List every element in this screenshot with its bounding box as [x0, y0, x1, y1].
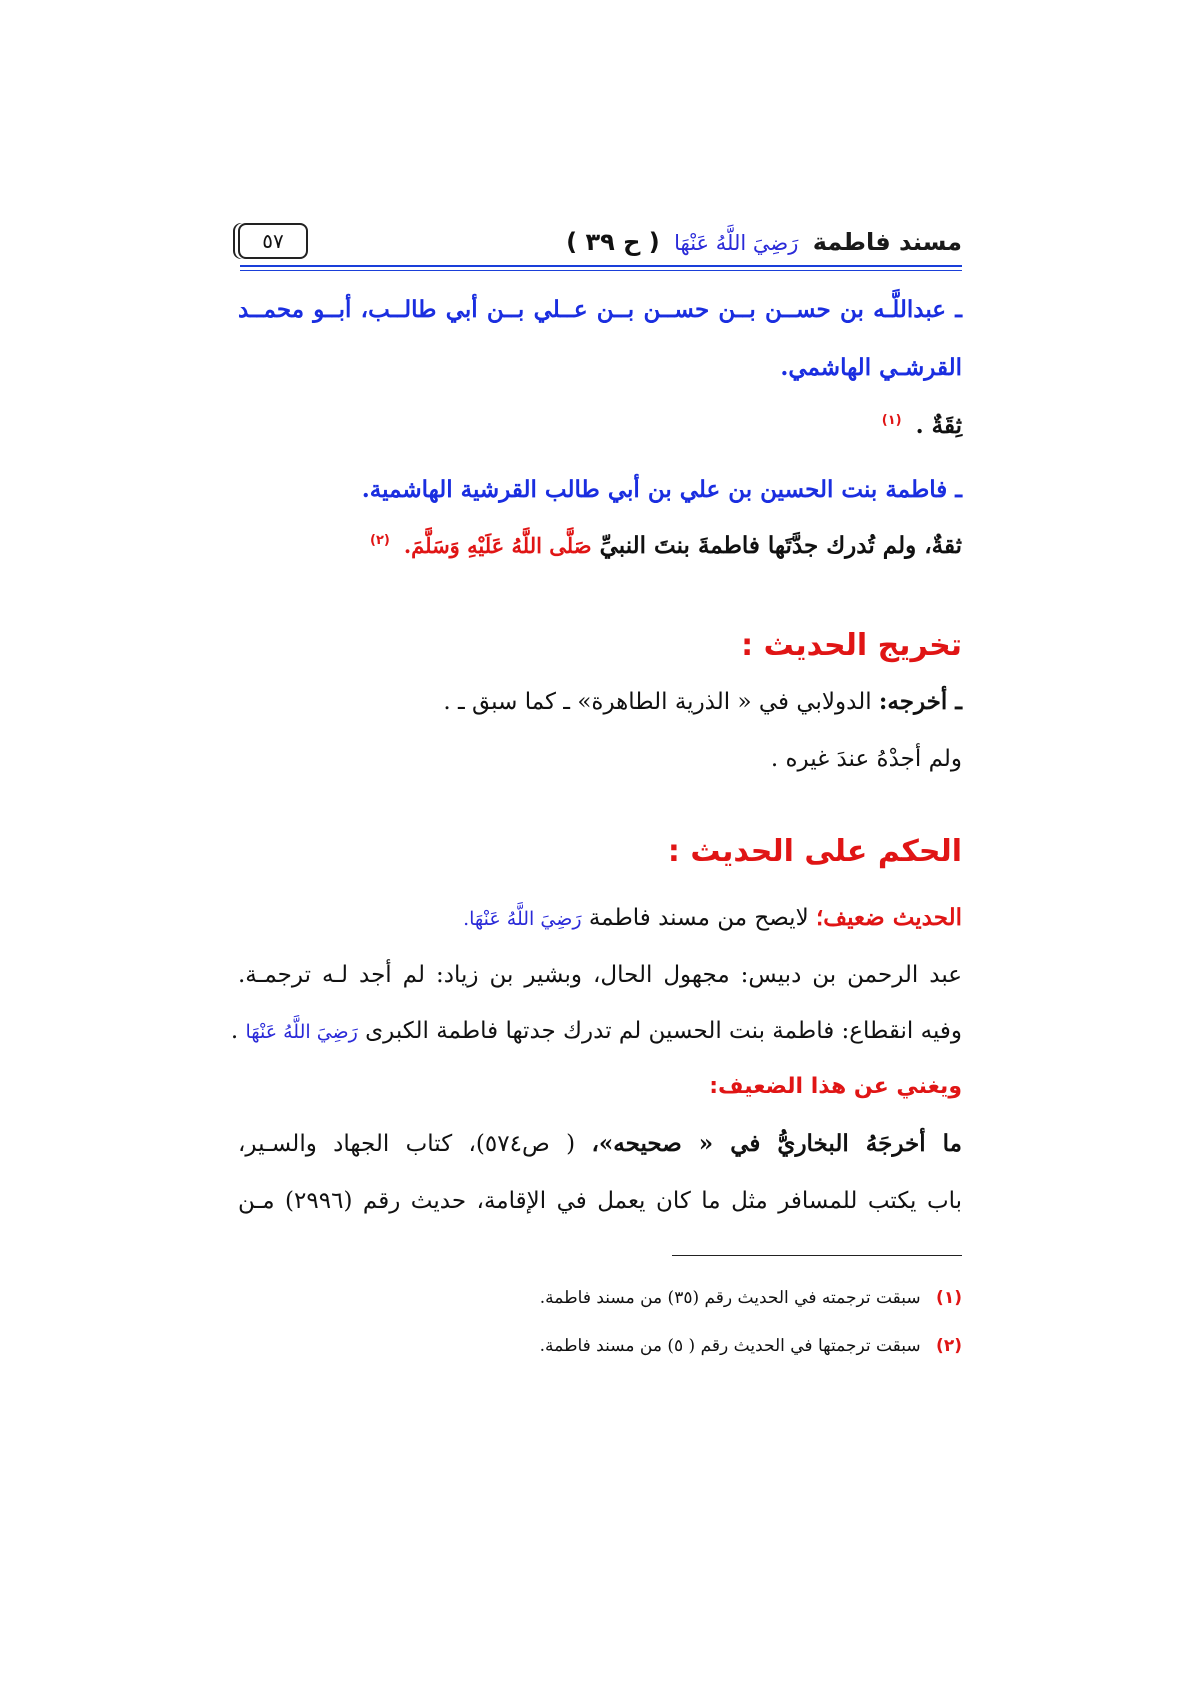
narrator1-grade-line: [876, 412, 962, 439]
header-honorific: رَضِيَ اللَّهُ عَنْهَا: [674, 231, 799, 255]
header-title: [566, 228, 962, 256]
hukm-honorific: رَضِيَ اللَّهُ عَنْهَا.: [463, 908, 582, 930]
page-number: ٥٧: [262, 229, 284, 253]
hukm-line5: باب يكتب للمسافر مثل ما كان يعمل في الإقامة، حديث رقم (٢٩٩٦) مـن: [238, 1188, 963, 1214]
hukm-subheading: ويغني عن هذا الضعيف:: [709, 1074, 962, 1099]
footnote-ref-2: (٢): [369, 533, 390, 549]
footnote-2-num: (٢): [936, 1336, 962, 1356]
footnote-1-text: سبقت ترجمته في الحديث رقم (٣٥) من مسند فاطمة.: [539, 1288, 921, 1308]
salawat: صَلَّى اللَّهُ عَلَيْهِ وَسَلَّمَ.: [403, 533, 592, 558]
footnote-rule: [672, 1255, 962, 1256]
narrator2-line1: ـ فاطمة بنت الحسين بن علي بن أبي طالب القرشية الهاشمية.: [361, 476, 962, 503]
bukhari-ref: ما أخرجَهُ البخاريُّ في « صحيحه»،: [591, 1130, 963, 1157]
musnad-name: مسند فاطمة: [812, 228, 962, 256]
header-rule: [240, 265, 962, 267]
footnote-2: [540, 1336, 962, 1356]
takhrij-label: ـ أخرجه:: [878, 688, 962, 715]
takhrij-line2: ولم أجدْهُ عندَ غيره .: [770, 746, 962, 772]
header-rule-thin: [240, 270, 962, 271]
footnote-2-text: سبقت ترجمتها في الحديث رقم ( ٥) من مسند فاطمة.: [539, 1336, 921, 1356]
hukm-heading: الحكم على الحديث :: [667, 834, 962, 869]
bukhari-ref-rest: ( ص٥٧٤)، كتاب الجهاد والسـير،: [238, 1131, 576, 1157]
hukm-line3: [231, 1018, 962, 1044]
takhrij-source: الدولابي في « الذرية الطاهرة» ـ كما سبق ـ .: [443, 689, 872, 715]
narrator1-grade: ثِقَةٌ .: [915, 412, 962, 439]
page-number-box: [238, 223, 308, 259]
footnote-ref-1: (١): [881, 413, 902, 429]
footnote-1: [540, 1288, 962, 1308]
takhrij-heading: تخريج الحديث :: [741, 628, 962, 663]
hadith-number: ( ح ٣٩ ): [566, 228, 660, 256]
narrator1-line1: ـ عبداللَّـه بن حســن بــن حســن بــن عــلي بــن أبي طالــب، أبــو محمــد: [238, 296, 962, 323]
takhrij-line1: [443, 688, 962, 715]
page-header: [240, 228, 962, 274]
hukm-line3-text: وفيه انقطاع: فاطمة بنت الحسين لم تدرك جدتها فاطمة الكبرى: [365, 1018, 962, 1044]
hukm-line3-end: .: [230, 1018, 239, 1044]
hukm-line2: عبد الرحمن بن دبيس: مجهول الحال، وبشير بن زياد: لم أجد لـه ترجمـة.: [238, 962, 962, 988]
hukm-line4: [238, 1130, 962, 1157]
hukm-line3-honorific: رَضِيَ اللَّهُ عَنْهَا: [245, 1021, 358, 1043]
hukm-verdict: الحديث ضعيف؛: [816, 904, 962, 931]
narrator2-grade: ثقةٌ، ولم تُدرك جدَّتَها فاطمةَ بنتَ النبيِّ: [599, 532, 962, 559]
narrator1-line2: القرشـي الهاشمي.: [780, 354, 962, 381]
hukm-line1: [463, 904, 962, 931]
footnote-1-num: (١): [936, 1288, 962, 1308]
narrator2-grade-line: [364, 532, 962, 559]
hukm-verdict-rest: لايصح من مسند فاطمة: [588, 905, 809, 931]
